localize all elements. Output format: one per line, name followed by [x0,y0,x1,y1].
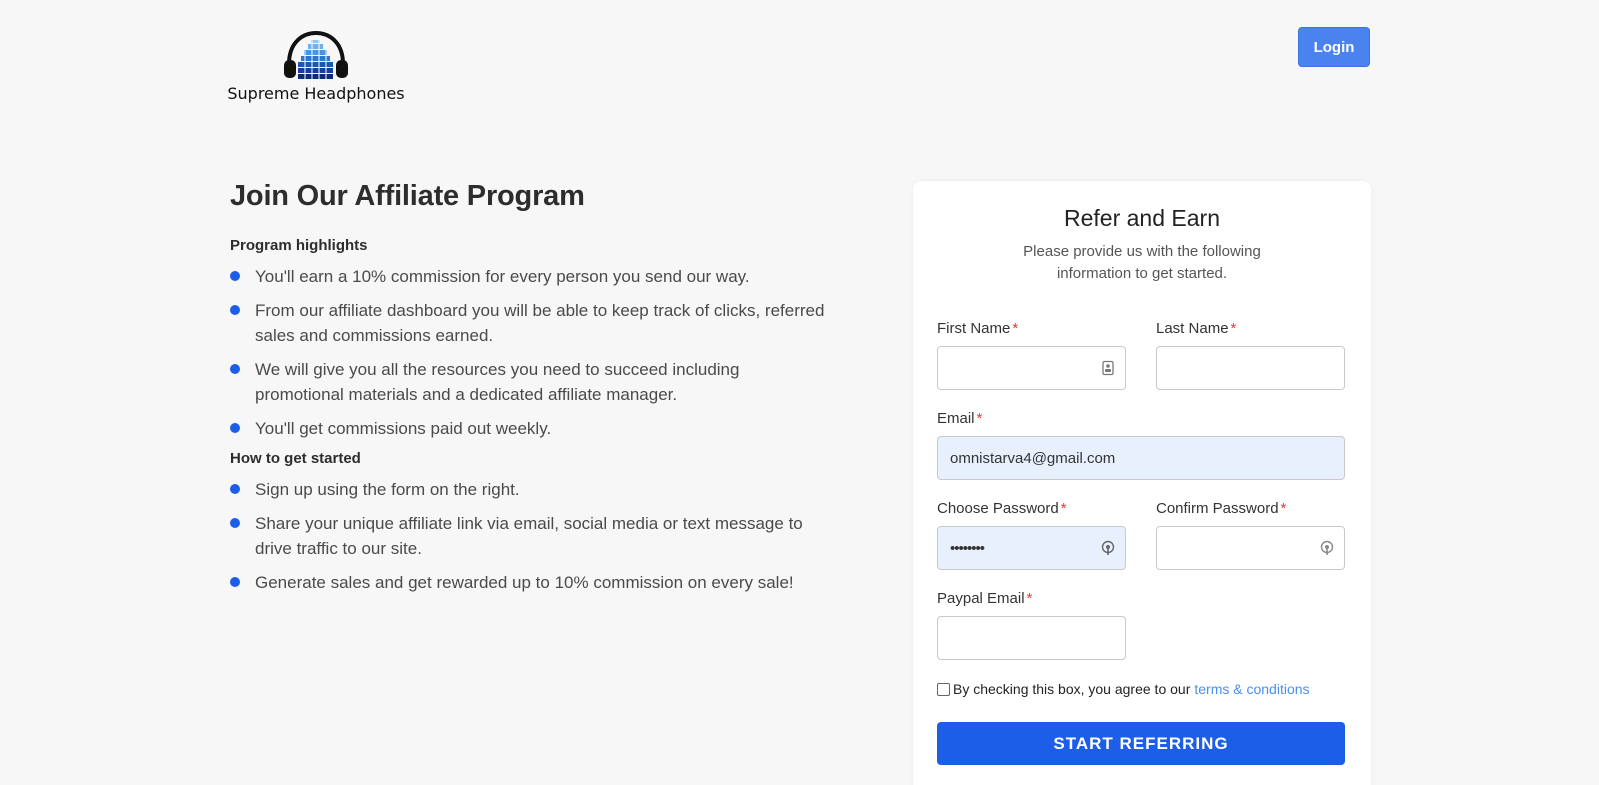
terms-link[interactable]: terms & conditions [1194,681,1310,697]
choose-password-input[interactable] [937,526,1126,570]
required-mark: * [1026,590,1033,607]
steps-heading: How to get started [230,450,361,467]
form-subtitle: Please provide us with the following information to get started. [1023,243,1261,282]
list-item-text: We will give you all the resources you need to succeed including promotional materials and a dedicated affiliate manager. [255,360,740,404]
list-item [230,357,830,407]
list-item-text: You'll get commissions paid out weekly. [255,419,552,438]
list-item [230,511,830,561]
last-name-label-text: Last Name [1156,320,1229,337]
steps-list [230,477,830,595]
bullet-icon [230,364,240,374]
last-name-label [1156,320,1236,337]
required-mark: * [1060,500,1067,517]
signup-card [913,181,1371,785]
confirm-password-label-text: Confirm Password [1156,500,1279,517]
email-label [937,410,982,427]
list-item [230,264,830,289]
choose-password-label [937,500,1067,517]
brand-name: Supreme Headphones [227,84,405,103]
highlights-heading: Program highlights [230,237,368,254]
list-item-text: Sign up using the form on the right. [255,480,520,499]
affiliate-info [230,180,830,604]
paypal-email-input[interactable] [937,616,1126,660]
required-mark: * [1280,500,1287,517]
email-value: omnistarva4@gmail.com [950,449,1116,467]
list-item-text: From our affiliate dashboard you will be able to keep track of clicks, referred sales and commissions earned. [255,301,825,345]
bullet-icon [230,305,240,315]
page-title: Join Our Affiliate Program [230,180,585,212]
bullet-icon [230,518,240,528]
bullet-icon [230,484,240,494]
start-referring-button[interactable]: START REFERRING [937,722,1345,765]
headphones-logo-icon [283,30,349,80]
terms-text: By checking this box, you agree to our [953,681,1191,697]
first-name-input[interactable] [937,346,1126,390]
password-key-icon[interactable] [1100,540,1116,556]
list-item [230,416,830,441]
bullet-icon [230,423,240,433]
list-item [230,477,830,502]
first-name-label [937,320,1018,337]
form-title: Refer and Earn [1064,205,1220,231]
terms-row [937,681,1310,697]
login-button[interactable]: Login [1298,27,1370,67]
list-item [230,570,830,595]
list-item-text: Share your unique affiliate link via email, social media or text message to drive traffic to our site. [255,514,803,558]
list-item-text: You'll earn a 10% commission for every person you send our way. [255,267,750,286]
brand-logo[interactable] [227,30,405,103]
required-mark: * [1230,320,1237,337]
required-mark: * [1012,320,1019,337]
required-mark: * [976,410,983,427]
list-item [230,298,830,348]
email-label-text: Email [937,410,975,427]
confirm-password-label [1156,500,1286,517]
terms-checkbox[interactable] [937,683,950,696]
confirm-password-input[interactable] [1156,526,1345,570]
highlights-list [230,264,830,441]
bullet-icon [230,577,240,587]
password-value: •••••••• [950,539,985,557]
contact-card-icon[interactable] [1100,360,1116,376]
list-item-text: Generate sales and get rewarded up to 10% commission on every sale! [255,573,794,592]
choose-password-label-text: Choose Password [937,500,1059,517]
email-input[interactable] [937,436,1345,480]
paypal-email-label [937,590,1032,607]
bullet-icon [230,271,240,281]
first-name-label-text: First Name [937,320,1011,337]
last-name-input[interactable] [1156,346,1345,390]
password-key-icon[interactable] [1319,540,1335,556]
paypal-email-label-text: Paypal Email [937,590,1025,607]
